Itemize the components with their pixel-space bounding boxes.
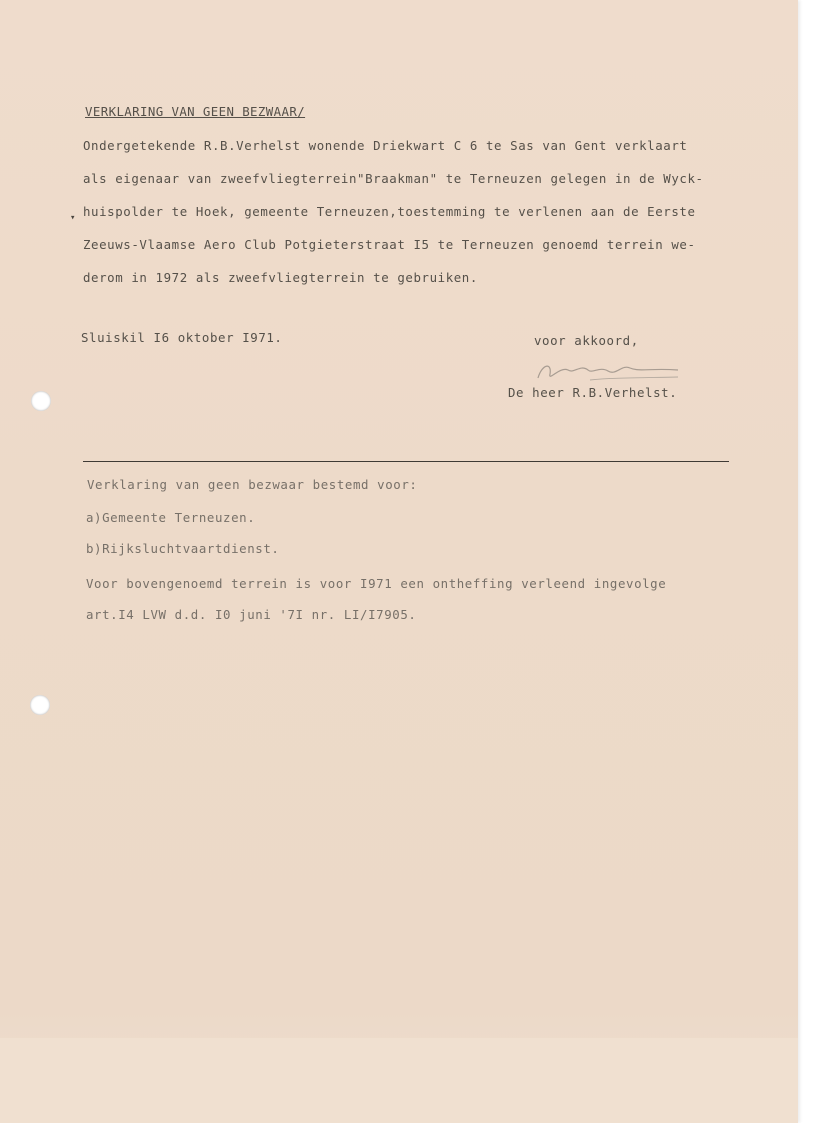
- body-line: als eigenaar van zweefvliegterrein"Braakman" te Terneuzen gelegen in de Wyck-: [83, 171, 704, 186]
- lower-intro: Verklaring van geen bezwaar bestemd voor:: [87, 477, 418, 492]
- document-title: VERKLARING VAN GEEN BEZWAAR/: [85, 104, 306, 119]
- body-line: huispolder te Hoek, gemeente Terneuzen,toestemming te verlenen aan de Eerste: [83, 204, 696, 219]
- note-line: Voor bovengenoemd terrein is voor I971 een ontheffing verleend ingevolge: [86, 576, 667, 591]
- body-line: Zeeuws-Vlaamse Aero Club Potgieterstraat I5 te Terneuzen genoemd terrein we-: [83, 237, 696, 252]
- place-date: Sluiskil I6 oktober I971.: [81, 330, 283, 345]
- punch-hole-top: [31, 391, 51, 411]
- note-line: art.I4 LVW d.d. I0 juni '7I nr. LI/I7905.: [86, 607, 417, 622]
- paper-bottom-band: [0, 1038, 798, 1123]
- signatory-name: De heer R.B.Verhelst.: [508, 385, 678, 400]
- separator-rule: [83, 461, 729, 462]
- recipient-item: b)Rijksluchtvaartdienst.: [86, 541, 280, 556]
- body-line: derom in 1972 als zweefvliegterrein te gebruiken.: [83, 270, 478, 285]
- punch-hole-bottom: [30, 695, 50, 715]
- margin-mark: ▾: [70, 213, 76, 223]
- approval-text: voor akkoord,: [534, 333, 639, 348]
- recipient-item: a)Gemeente Terneuzen.: [86, 510, 256, 525]
- handwritten-signature: [530, 356, 680, 386]
- body-line: Ondergetekende R.B.Verhelst wonende Driekwart C 6 te Sas van Gent verklaart: [83, 138, 688, 153]
